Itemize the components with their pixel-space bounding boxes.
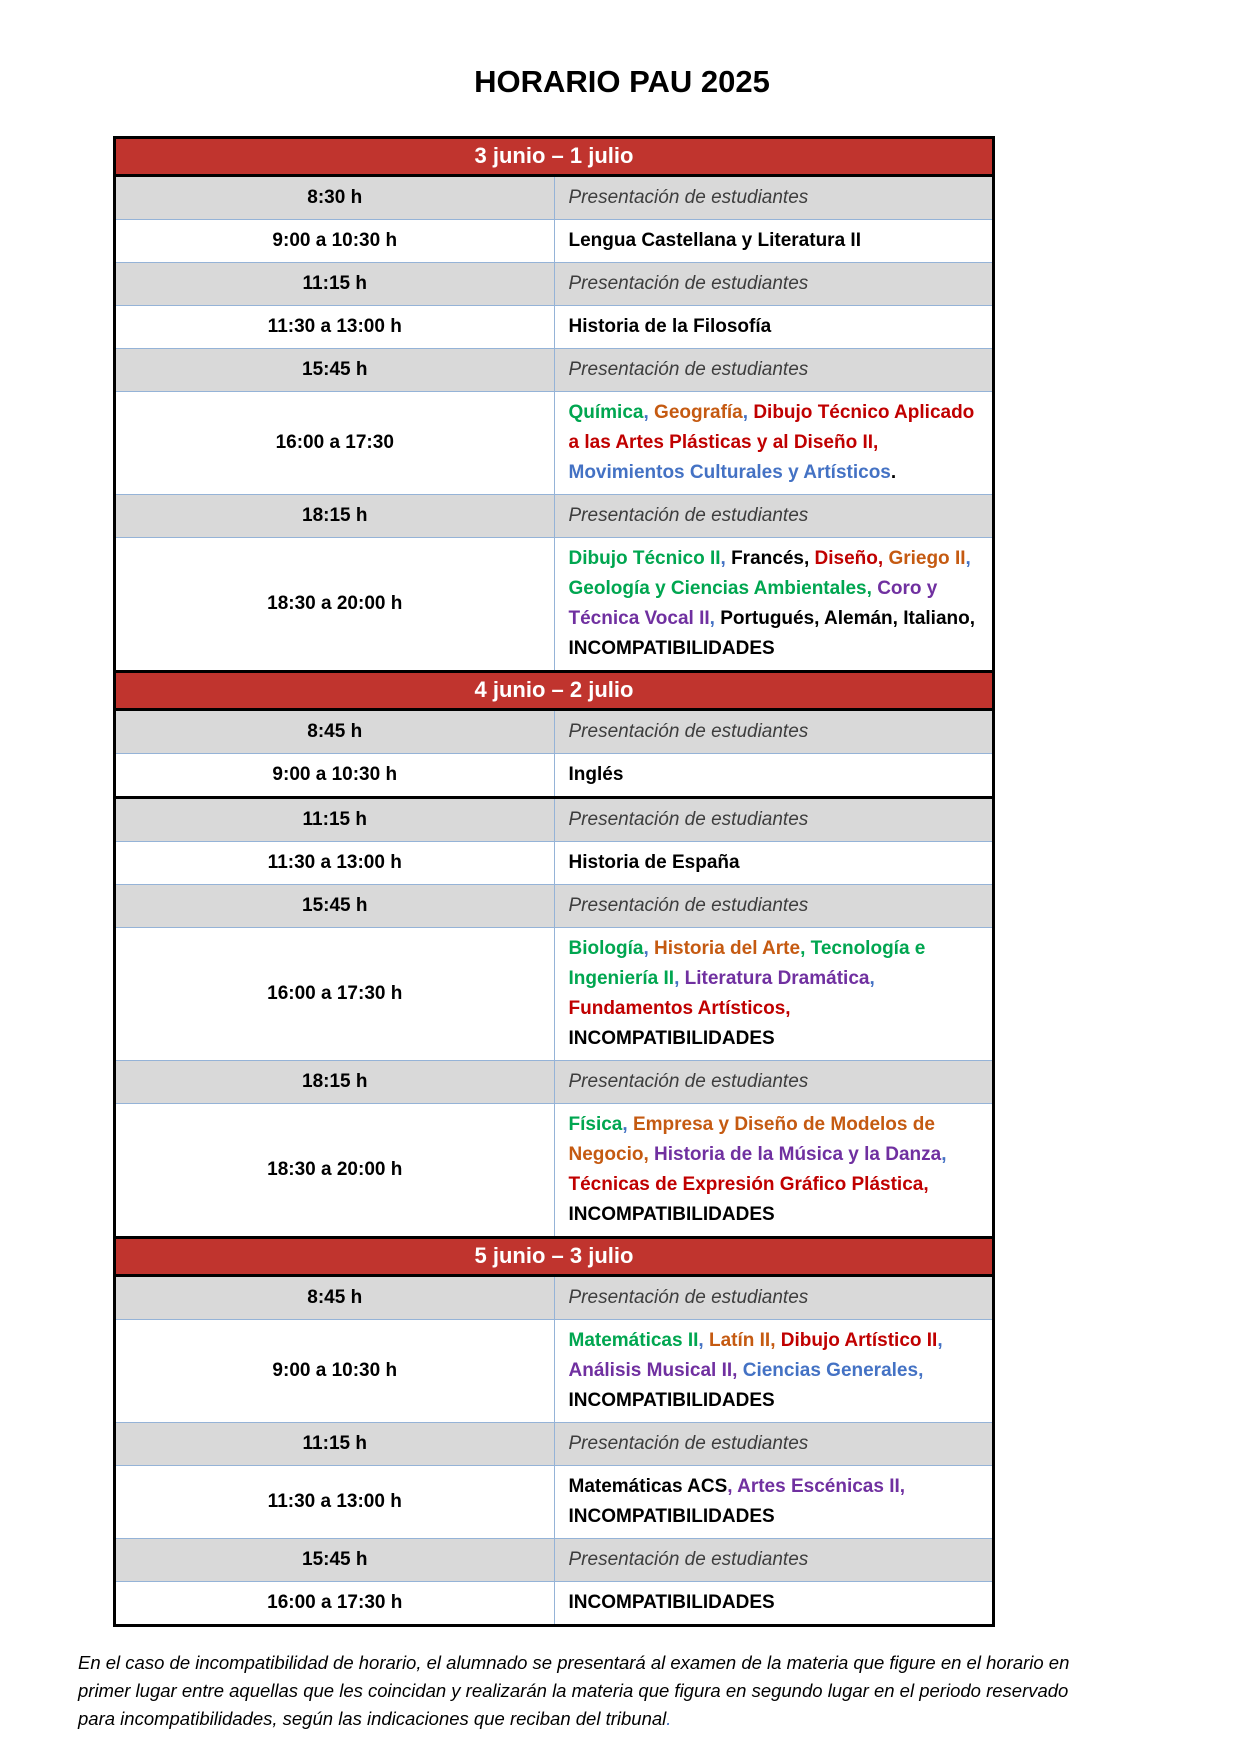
schedule-row: [115, 392, 994, 495]
section-header-label: 5 junio – 3 julio: [115, 1238, 994, 1276]
time-cell: 11:30 a 13:00 h: [115, 1466, 555, 1539]
presentation-cell: [554, 1061, 994, 1104]
subject-segment: Historia de la Música y la Danza: [654, 1144, 942, 1165]
subjects-cell: [554, 1320, 994, 1423]
time-cell: 18:15 h: [115, 495, 555, 538]
subject-segment: Historia de España: [568, 852, 740, 873]
subject-segment: Presentación de estudiantes: [568, 809, 809, 830]
subject-segment: .: [890, 462, 897, 483]
subject-segment: Artes Escénicas II,: [737, 1476, 906, 1497]
subject-segment: ,: [674, 968, 685, 989]
subject-segment: ,: [869, 968, 875, 989]
subject-segment: INCOMPATIBILIDADES: [568, 1506, 775, 1527]
section-header-row: [115, 1238, 994, 1276]
time-cell: 16:00 a 17:30 h: [115, 928, 555, 1061]
subject-segment: ,: [937, 1330, 943, 1351]
subject-segment: Literatura Dramática: [684, 968, 870, 989]
subject-segment: Física: [568, 1114, 623, 1135]
schedule-row: [115, 1061, 994, 1104]
incompatibility-note: [78, 1649, 1088, 1732]
schedule-row: [115, 1582, 994, 1626]
subject-segment: ,: [866, 578, 878, 599]
subject-segment: Matemáticas II: [568, 1330, 699, 1351]
subject-segment: Presentación de estudiantes: [568, 273, 809, 294]
subjects-cell: [554, 220, 994, 263]
subjects-cell: [554, 842, 994, 885]
subject-segment: Técnicas de Expresión Gráfico Plástica: [568, 1174, 924, 1195]
time-cell: 8:45 h: [115, 1276, 555, 1320]
section-header-label: 3 junio – 1 julio: [115, 138, 994, 176]
subject-segment: INCOMPATIBILIDADES: [568, 1592, 775, 1613]
subject-segment: Presentación de estudiantes: [568, 1287, 809, 1308]
schedule-row: [115, 306, 994, 349]
subject-segment: ,: [877, 548, 889, 569]
subject-segment: Griego II: [888, 548, 966, 569]
subjects-cell: [554, 754, 994, 798]
subject-segment: ,: [770, 1330, 781, 1351]
schedule-row: [115, 885, 994, 928]
schedule-row: [115, 220, 994, 263]
time-cell: 16:00 a 17:30: [115, 392, 555, 495]
schedule-row: [115, 495, 994, 538]
subjects-cell: [554, 928, 994, 1061]
subjects-cell: [554, 306, 994, 349]
subject-segment: Fundamentos Artísticos,: [568, 998, 791, 1019]
time-cell: 15:45 h: [115, 885, 555, 928]
subject-segment: Matemáticas ACS: [568, 1476, 728, 1497]
subject-segment: Presentación de estudiantes: [568, 895, 809, 916]
time-cell: 9:00 a 10:30 h: [115, 220, 555, 263]
subjects-cell: [554, 1466, 994, 1539]
time-cell: 9:00 a 10:30 h: [115, 754, 555, 798]
presentation-cell: [554, 1539, 994, 1582]
subject-segment: Presentación de estudiantes: [568, 721, 809, 742]
subject-segment: ,: [918, 1360, 924, 1381]
time-cell: 15:45 h: [115, 349, 555, 392]
subject-segment: Tecnología e Ingeniería II: [568, 938, 926, 989]
time-cell: 11:15 h: [115, 798, 555, 842]
subject-segment: Diseño: [814, 548, 878, 569]
subject-segment: ,: [643, 938, 655, 959]
section-header-row: [115, 138, 994, 176]
subject-segment: Presentación de estudiantes: [568, 1549, 809, 1570]
subject-segment: ,: [720, 548, 732, 569]
subject-segment: Dibujo Técnico II: [568, 548, 721, 569]
subject-segment: ,: [698, 1330, 709, 1351]
time-cell: 16:00 a 17:30 h: [115, 1582, 555, 1626]
exam-schedule-table: [113, 136, 995, 1627]
time-cell: 9:00 a 10:30 h: [115, 1320, 555, 1423]
schedule-row: [115, 1423, 994, 1466]
schedule-row: [115, 928, 994, 1061]
subject-segment: Historia del Arte: [654, 938, 801, 959]
time-cell: 8:30 h: [115, 176, 555, 220]
subject-segment: Latín II: [708, 1330, 771, 1351]
presentation-cell: [554, 263, 994, 306]
presentation-cell: [554, 798, 994, 842]
schedule-row: [115, 710, 994, 754]
presentation-cell: [554, 495, 994, 538]
subject-segment: ,: [643, 1144, 655, 1165]
subject-segment: Química: [568, 402, 644, 423]
subject-segment: ,: [727, 1476, 738, 1497]
time-cell: 11:30 a 13:00 h: [115, 842, 555, 885]
time-cell: 11:15 h: [115, 1423, 555, 1466]
subject-segment: ,: [742, 402, 754, 423]
schedule-row: [115, 754, 994, 798]
subject-segment: Empresa y Diseño de Modelos de Negocio: [568, 1114, 935, 1165]
subject-segment: INCOMPATIBILIDADES: [568, 1390, 775, 1411]
page-title: HORARIO PAU 2025: [474, 64, 770, 99]
time-cell: 15:45 h: [115, 1539, 555, 1582]
subject-segment: ,: [643, 402, 655, 423]
schedule-row: [115, 842, 994, 885]
subject-segment: Geografía: [654, 402, 743, 423]
subjects-cell: [554, 392, 994, 495]
time-cell: 8:45 h: [115, 710, 555, 754]
footer-segment: .: [666, 1707, 672, 1729]
subject-segment: Movimientos Culturales y Artísticos: [568, 462, 891, 483]
subject-segment: Presentación de estudiantes: [568, 187, 809, 208]
subject-segment: ,: [965, 548, 971, 569]
subject-segment: Biología: [568, 938, 644, 959]
schedule-row: [115, 538, 994, 672]
footer-segment: En el caso de incompatibilidad de horario, el alumnado se presentará al examen de la materia que figure en el horario en primer lugar entre aquellas que les coincidan y realizarán la materia que figura en segundo lugar en el periodo reservado para incompatibilidades, según las indicaciones que reciban del tribunal: [78, 1652, 1070, 1729]
time-cell: 18:30 a 20:00 h: [115, 1104, 555, 1238]
presentation-cell: [554, 1423, 994, 1466]
subject-segment: Presentación de estudiantes: [568, 1071, 809, 1092]
subject-segment: ,: [873, 432, 879, 453]
subject-segment: Lengua Castellana y Literatura II: [568, 230, 861, 251]
subject-segment: Francés,: [731, 548, 815, 569]
subject-segment: ,: [622, 1114, 633, 1135]
subject-segment: ,: [732, 1360, 743, 1381]
subject-segment: ,: [941, 1144, 947, 1165]
section-header-row: [115, 672, 994, 710]
time-cell: 11:15 h: [115, 263, 555, 306]
subject-segment: INCOMPATIBILIDADES: [568, 1204, 775, 1225]
subject-segment: Presentación de estudiantes: [568, 359, 809, 380]
subject-segment: ,: [800, 938, 811, 959]
schedule-row: [115, 1276, 994, 1320]
time-cell: 11:30 a 13:00 h: [115, 306, 555, 349]
schedule-row: [115, 176, 994, 220]
schedule-row: [115, 1104, 994, 1238]
subjects-cell: [554, 1104, 994, 1238]
subject-segment: ,: [709, 608, 721, 629]
subject-segment: ,: [923, 1174, 929, 1195]
subject-segment: Presentación de estudiantes: [568, 1433, 809, 1454]
subjects-cell: [554, 538, 994, 672]
presentation-cell: [554, 176, 994, 220]
schedule-row: [115, 349, 994, 392]
schedule-row: [115, 798, 994, 842]
schedule-row: [115, 1320, 994, 1423]
section-header-label: 4 junio – 2 julio: [115, 672, 994, 710]
subject-segment: Historia de la Filosofía: [568, 316, 772, 337]
subject-segment: Presentación de estudiantes: [568, 505, 809, 526]
schedule-row: [115, 263, 994, 306]
subject-segment: Dibujo Técnico Aplicado a las Artes Plásticas y al Diseño II: [568, 402, 975, 453]
presentation-cell: [554, 349, 994, 392]
subject-segment: Coro y Técnica Vocal II: [568, 578, 938, 629]
presentation-cell: [554, 885, 994, 928]
schedule-row: [115, 1466, 994, 1539]
presentation-cell: [554, 710, 994, 754]
subjects-cell: [554, 1582, 994, 1626]
subject-segment: Ciencias Generales: [742, 1360, 919, 1381]
subject-segment: Portugués, Alemán, Italiano, INCOMPATIBILIDADES: [568, 608, 976, 659]
schedule-row: [115, 1539, 994, 1582]
subject-segment: Dibujo Artístico II: [780, 1330, 938, 1351]
subject-segment: Análisis Musical II: [568, 1360, 733, 1381]
subject-segment: INCOMPATIBILIDADES: [568, 1028, 775, 1049]
presentation-cell: [554, 1276, 994, 1320]
time-cell: 18:30 a 20:00 h: [115, 538, 555, 672]
subject-segment: Inglés: [568, 764, 624, 785]
subject-segment: Geología y Ciencias Ambientales: [568, 578, 867, 599]
time-cell: 18:15 h: [115, 1061, 555, 1104]
